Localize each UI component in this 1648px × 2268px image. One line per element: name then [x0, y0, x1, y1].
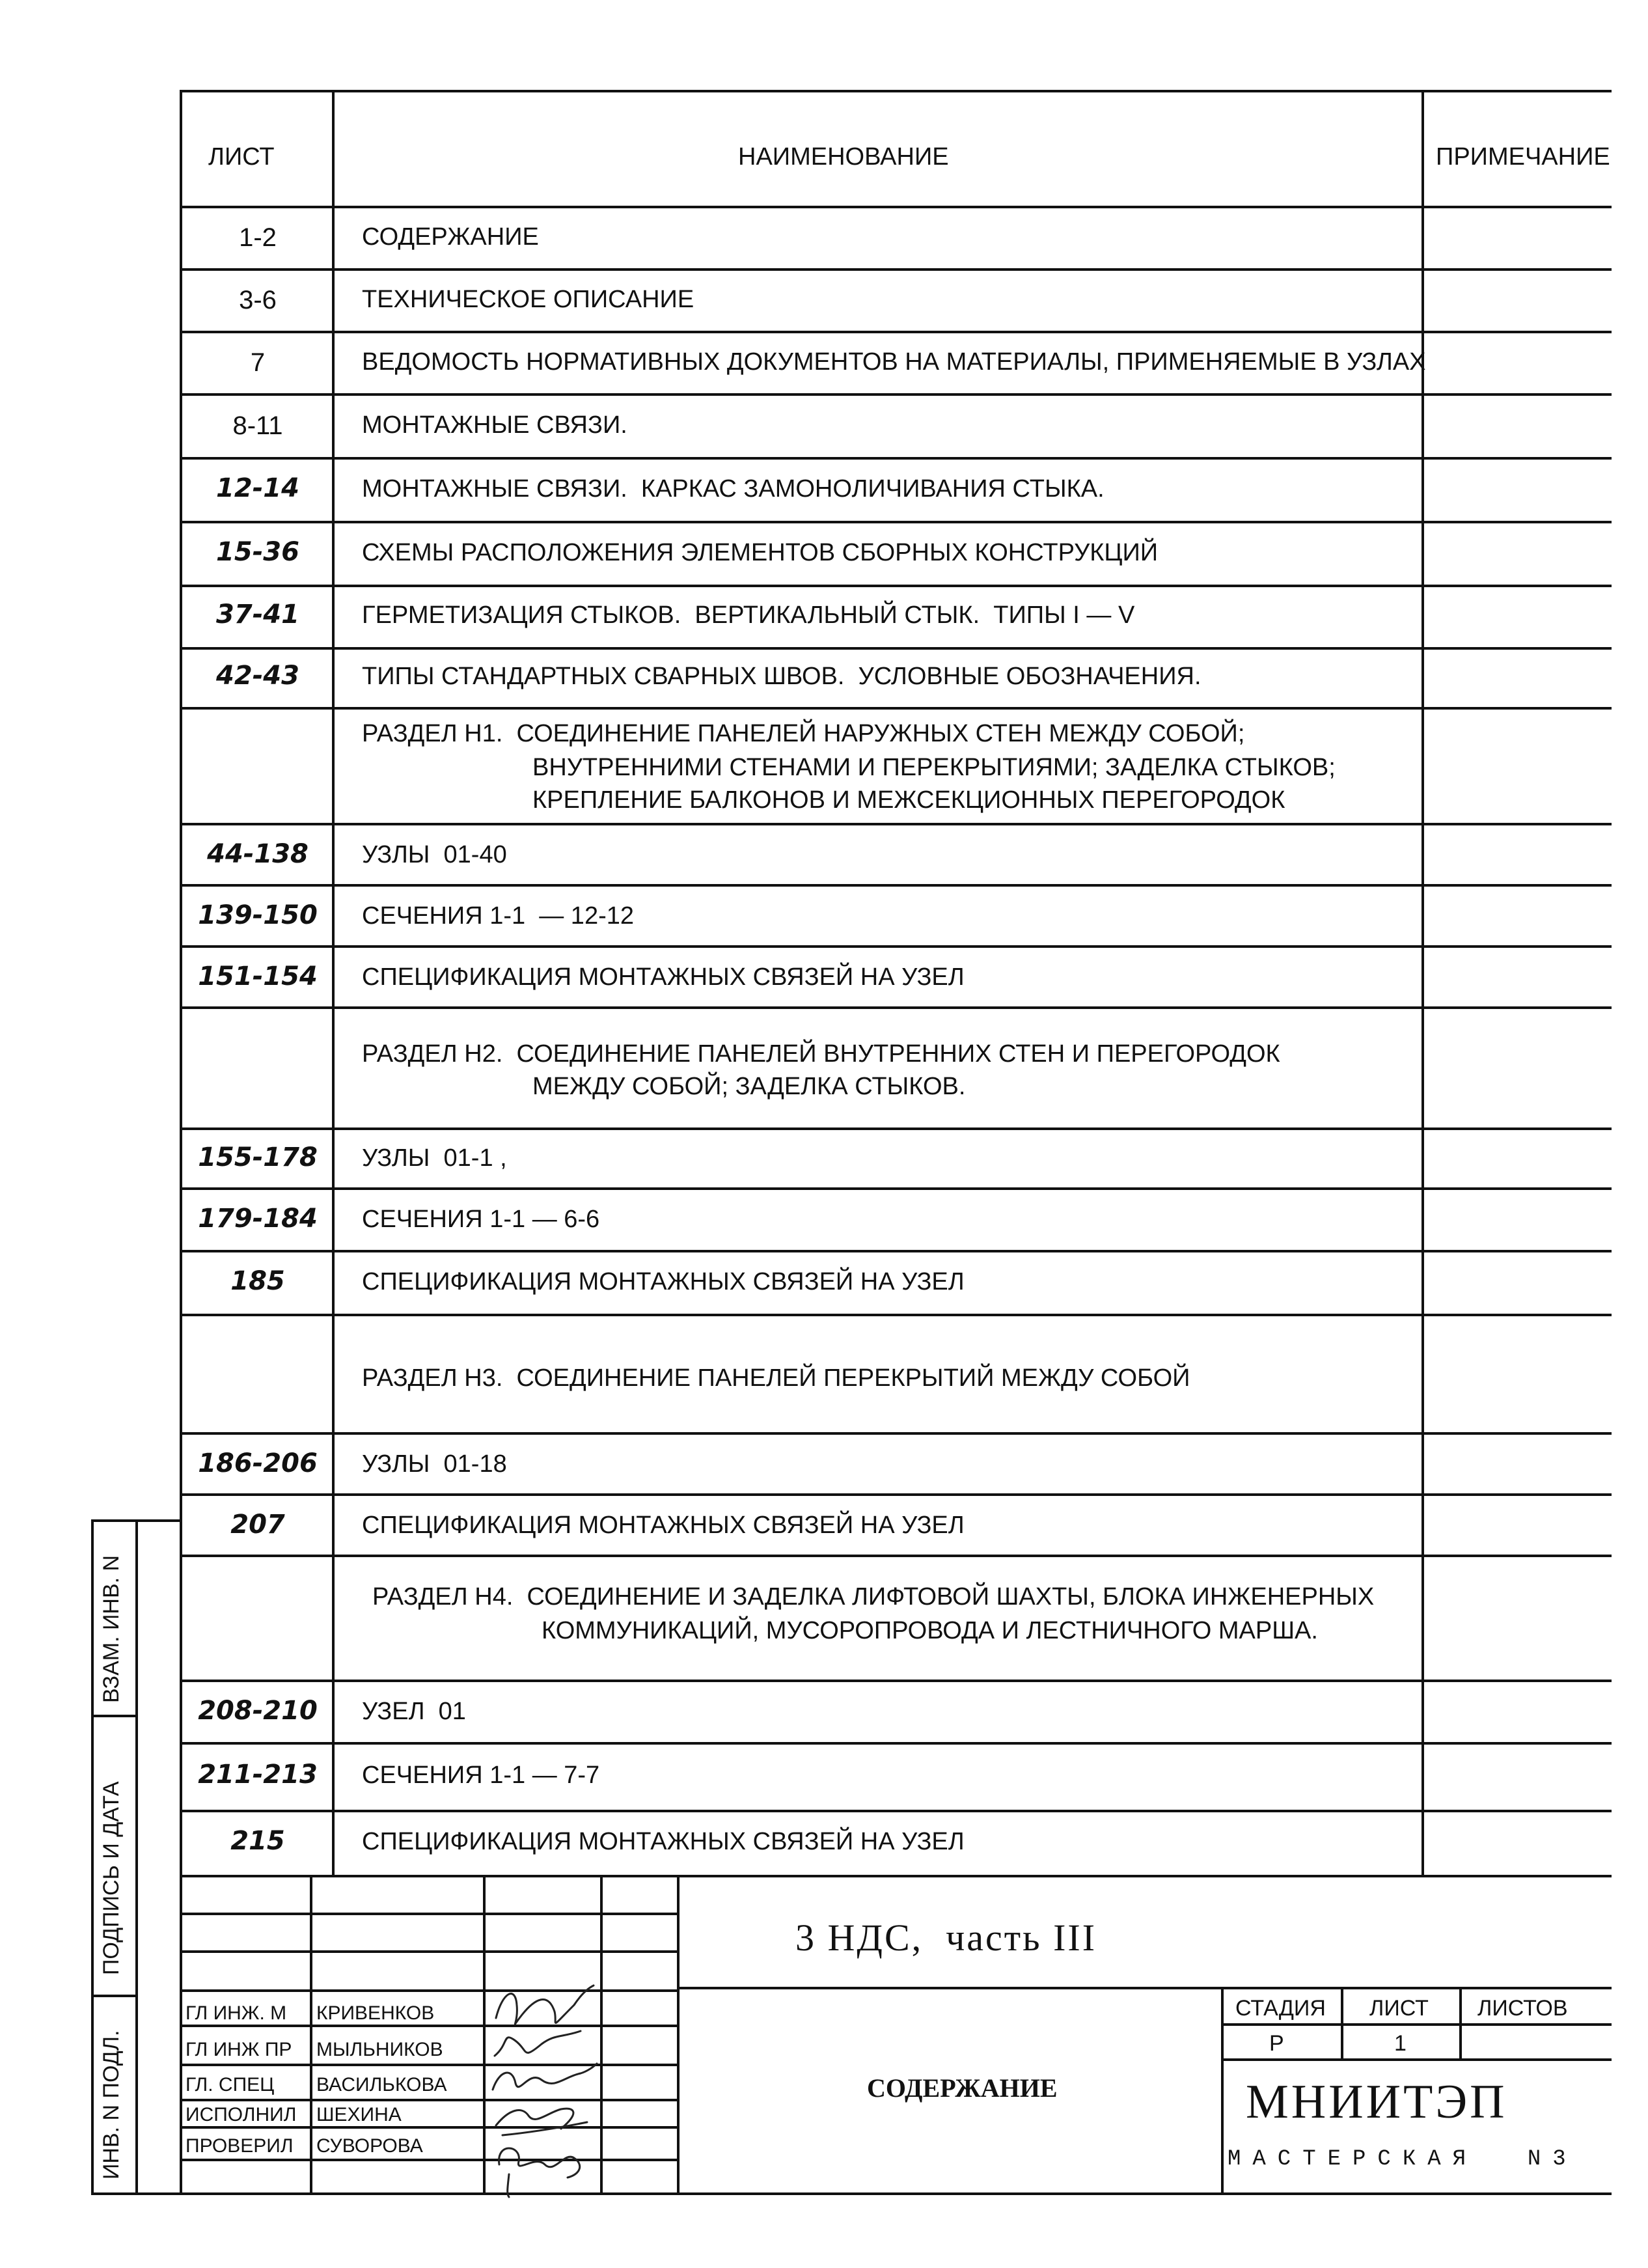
- signer-role: ГЛ ИНЖ. М: [185, 2002, 287, 2024]
- sheet-label: ЛИСТ: [1369, 1996, 1429, 2021]
- row-divider: [180, 1555, 1612, 1557]
- row-name: СЕЧЕНИЯ 1-1 — 12-12: [362, 902, 634, 930]
- row-sheet: 208-210: [198, 1696, 318, 1726]
- row-divider: [180, 1006, 1612, 1009]
- section-h3-line1: РАЗДЕЛ Н3. СОЕДИНЕНИЕ ПАНЕЛЕЙ ПЕРЕКРЫТИЙ МЕЖДУ СОБОЙ: [362, 1364, 1190, 1392]
- row-sheet: 211-213: [198, 1760, 318, 1790]
- sheet-value: 1: [1394, 2031, 1407, 2056]
- row-divider: [180, 1187, 1612, 1190]
- tb-row-line: [180, 1913, 678, 1915]
- row-sheet: 151-154: [198, 961, 318, 991]
- row-divider: [180, 647, 1612, 650]
- row-divider: [180, 1680, 1612, 1682]
- tb-row-line: [180, 2126, 678, 2129]
- header-note: ПРИМЕЧАНИЕ: [1436, 143, 1610, 171]
- side-stamp-mid: [135, 1519, 138, 2194]
- doc-code: 3 НДС, часть III: [795, 1916, 1097, 1959]
- row-name: ВЕДОМОСТЬ НОРМАТИВНЫХ ДОКУМЕНТОВ НА МАТЕРИАЛЫ, ПРИМЕНЯЕМЫЕ В УЗЛАХ: [362, 348, 1426, 376]
- signer-name: МЫЛЬНИКОВ: [316, 2039, 443, 2060]
- row-name: МОНТАЖНЫЕ СВЯЗИ. КАРКАС ЗАМОНОЛИЧИВАНИЯ СТЫКА.: [362, 475, 1105, 503]
- tb-col-line: [310, 1875, 312, 2194]
- row-name: СПЕЦИФИКАЦИЯ МОНТАЖНЫХ СВЯЗЕЙ НА УЗЕЛ: [362, 1828, 965, 1855]
- signer-role: ИСПОЛНИЛ: [185, 2104, 297, 2125]
- row-name: СПЕЦИФИКАЦИЯ МОНТАЖНЫХ СВЯЗЕЙ НА УЗЕЛ: [362, 1268, 965, 1295]
- side-stamp-top: [91, 1519, 181, 1522]
- row-divider: [180, 585, 1612, 587]
- tb-row-line: [180, 2099, 678, 2101]
- signature-mark: [493, 2064, 597, 2090]
- row-divider: [180, 268, 1612, 271]
- section-h2-line1: РАЗДЕЛ Н2. СОЕДИНЕНИЕ ПАНЕЛЕЙ ВНУТРЕННИХ СТЕН И ПЕРЕГОРОДОК: [362, 1040, 1280, 1068]
- side-stamp-div: [91, 1995, 137, 1997]
- row-name: СПЕЦИФИКАЦИЯ МОНТАЖНЫХ СВЯЗЕЙ НА УЗЕЛ: [362, 1512, 965, 1539]
- row-divider: [180, 1127, 1612, 1130]
- row-divider: [180, 393, 1612, 396]
- side-sign-date: ПОДПИСЬ И ДАТА: [99, 1781, 124, 1975]
- header-name: НАИМЕНОВАНИЕ: [738, 143, 949, 171]
- section-h2-line2: МЕЖДУ СОБОЙ; ЗАДЕЛКА СТЫКОВ.: [532, 1073, 966, 1100]
- signature-mark: [495, 2031, 581, 2056]
- row-name: УЗЛЫ 01-40: [362, 841, 507, 868]
- signer-name: СУВОРОВА: [316, 2135, 423, 2157]
- row-sheet: 215: [230, 1826, 285, 1856]
- row-divider: [180, 1314, 1612, 1316]
- row-divider: [180, 707, 1612, 710]
- row-sheet: 42-43: [216, 661, 299, 691]
- row-divider: [180, 1432, 1612, 1435]
- frame-top-line: [180, 90, 1612, 92]
- row-divider: [180, 457, 1612, 460]
- row-sheet: 15-36: [216, 537, 299, 567]
- row-sheet: 207: [230, 1510, 285, 1540]
- section-h4-line1: РАЗДЕЛ Н4. СОЕДИНЕНИЕ И ЗАДЕЛКА ЛИФТОВОЙ ШАХТЫ, БЛОКА ИНЖЕНЕРНЫХ: [372, 1583, 1375, 1611]
- tb-row-line: [180, 1989, 678, 1992]
- row-name: СЕЧЕНИЯ 1-1 — 7-7: [362, 1762, 600, 1789]
- side-stamp-bottom: [91, 2192, 181, 2195]
- row-sheet: 3-6: [239, 286, 277, 314]
- row-sheet: 12-14: [216, 473, 299, 503]
- signer-name: КРИВЕНКОВ: [316, 2002, 435, 2024]
- tb-row-line: [180, 2159, 678, 2161]
- row-name: ТИПЫ СТАНДАРТНЫХ СВАРНЫХ ШВОВ. УСЛОВНЫЕ ОБОЗНАЧЕНИЯ.: [362, 663, 1202, 690]
- signer-role: ПРОВЕРИЛ: [185, 2135, 294, 2157]
- sheets-label: ЛИСТОВ: [1477, 1996, 1568, 2021]
- row-sheet: 179-184: [198, 1204, 318, 1234]
- tb-mid-line: [677, 1987, 1612, 1989]
- row-name: СЕЧЕНИЯ 1-1 — 6-6: [362, 1206, 600, 1233]
- section-h1-line2: ВНУТРЕННИМИ СТЕНАМИ И ПЕРЕКРЫТИЯМИ; ЗАДЕЛКА СТЫКОВ;: [532, 754, 1336, 781]
- org-unit: МАСТЕРСКАЯ N3: [1228, 2147, 1578, 2172]
- frame-bottom-line: [180, 2192, 1612, 2195]
- row-sheet: 44-138: [207, 839, 309, 869]
- signer-name: ВАСИЛЬКОВА: [316, 2074, 447, 2095]
- col-sheet-separator: [332, 90, 335, 1877]
- signer-name: ШЕХИНА: [316, 2104, 402, 2125]
- section-h4-line2: КОММУНИКАЦИЙ, МУСОРОПРОВОДА И ЛЕСТНИЧНОГО МАРША.: [542, 1617, 1318, 1644]
- row-name: ТЕХНИЧЕСКОЕ ОПИСАНИЕ: [362, 286, 694, 313]
- row-name: СПЕЦИФИКАЦИЯ МОНТАЖНЫХ СВЯЗЕЙ НА УЗЕЛ: [362, 963, 965, 991]
- row-divider: [180, 1742, 1612, 1745]
- row-name: УЗЕЛ 01: [362, 1698, 466, 1725]
- row-sheet: 139-150: [198, 900, 318, 930]
- doc-title: СОДЕРЖАНИЕ: [867, 2073, 1058, 2103]
- stage-value: Р: [1269, 2031, 1284, 2056]
- row-sheet: 186-206: [198, 1448, 318, 1478]
- tb-row-line: [180, 2025, 678, 2027]
- row-divider: [180, 521, 1612, 523]
- row-name: МОНТАЖНЫЕ СВЯЗИ.: [362, 411, 627, 439]
- row-divider: [180, 331, 1612, 333]
- row-sheet: 185: [230, 1266, 285, 1296]
- row-name: СХЕМЫ РАСПОЛОЖЕНИЯ ЭЛЕМЕНТОВ СБОРНЫХ КОНСТРУКЦИЙ: [362, 539, 1159, 566]
- row-name: СОДЕРЖАНИЕ: [362, 223, 539, 251]
- row-sheet: 155-178: [198, 1142, 318, 1172]
- row-divider: [180, 945, 1612, 948]
- signatures-svg: [483, 1979, 601, 2200]
- signature-mark: [496, 1985, 594, 2024]
- tb-col-line: [677, 1875, 680, 2194]
- signature-mark: [496, 2109, 587, 2135]
- section-h1-line1: РАЗДЕЛ Н1. СОЕДИНЕНИЕ ПАНЕЛЕЙ НАРУЖНЫХ СТЕН МЕЖДУ СОБОЙ;: [362, 720, 1245, 747]
- title-block-top-line: [180, 1875, 1612, 1877]
- header-sheet: ЛИСТ: [208, 143, 275, 171]
- row-sheet: 1-2: [239, 223, 277, 252]
- signature-mark: [499, 2148, 580, 2197]
- tb-stage-left: [1221, 1987, 1224, 2194]
- side-inv-orig: ИНВ. N ПОДЛ.: [99, 2030, 124, 2179]
- row-sheet: 37-41: [216, 600, 299, 629]
- side-stamp-left: [91, 1519, 94, 2194]
- row-divider: [180, 1493, 1612, 1496]
- header-bottom-line: [180, 206, 1612, 208]
- tb-row-line: [180, 1950, 678, 1953]
- tb-stage-line: [1221, 2058, 1612, 2061]
- row-divider: [180, 1250, 1612, 1252]
- row-name: ГЕРМЕТИЗАЦИЯ СТЫКОВ. ВЕРТИКАЛЬНЫЙ СТЫК. ТИПЫ I — V: [362, 602, 1135, 629]
- side-replace-inv: ВЗАМ. ИНВ. N: [99, 1555, 124, 1703]
- row-divider: [180, 884, 1612, 887]
- row-name: УЗЛЫ 01-18: [362, 1450, 507, 1478]
- org-name: МНИИТЭП: [1246, 2075, 1507, 2129]
- frame-left-line: [180, 90, 182, 2194]
- tb-row-line: [180, 2064, 678, 2066]
- signer-role: ГЛ ИНЖ ПР: [185, 2039, 292, 2060]
- row-sheet: 7: [250, 348, 266, 377]
- side-stamp-div: [91, 1715, 137, 1717]
- row-name: УЗЛЫ 01-1 ,: [362, 1144, 507, 1172]
- section-h1-line3: КРЕПЛЕНИЕ БАЛКОНОВ И МЕЖСЕКЦИОННЫХ ПЕРЕГОРОДОК: [532, 786, 1285, 814]
- signer-role: ГЛ. СПЕЦ: [185, 2074, 275, 2095]
- row-divider: [180, 823, 1612, 825]
- row-divider: [180, 1810, 1612, 1812]
- row-sheet: 8-11: [232, 411, 283, 440]
- tb-stage-line: [1221, 2023, 1612, 2026]
- stage-label: СТАДИЯ: [1235, 1996, 1326, 2021]
